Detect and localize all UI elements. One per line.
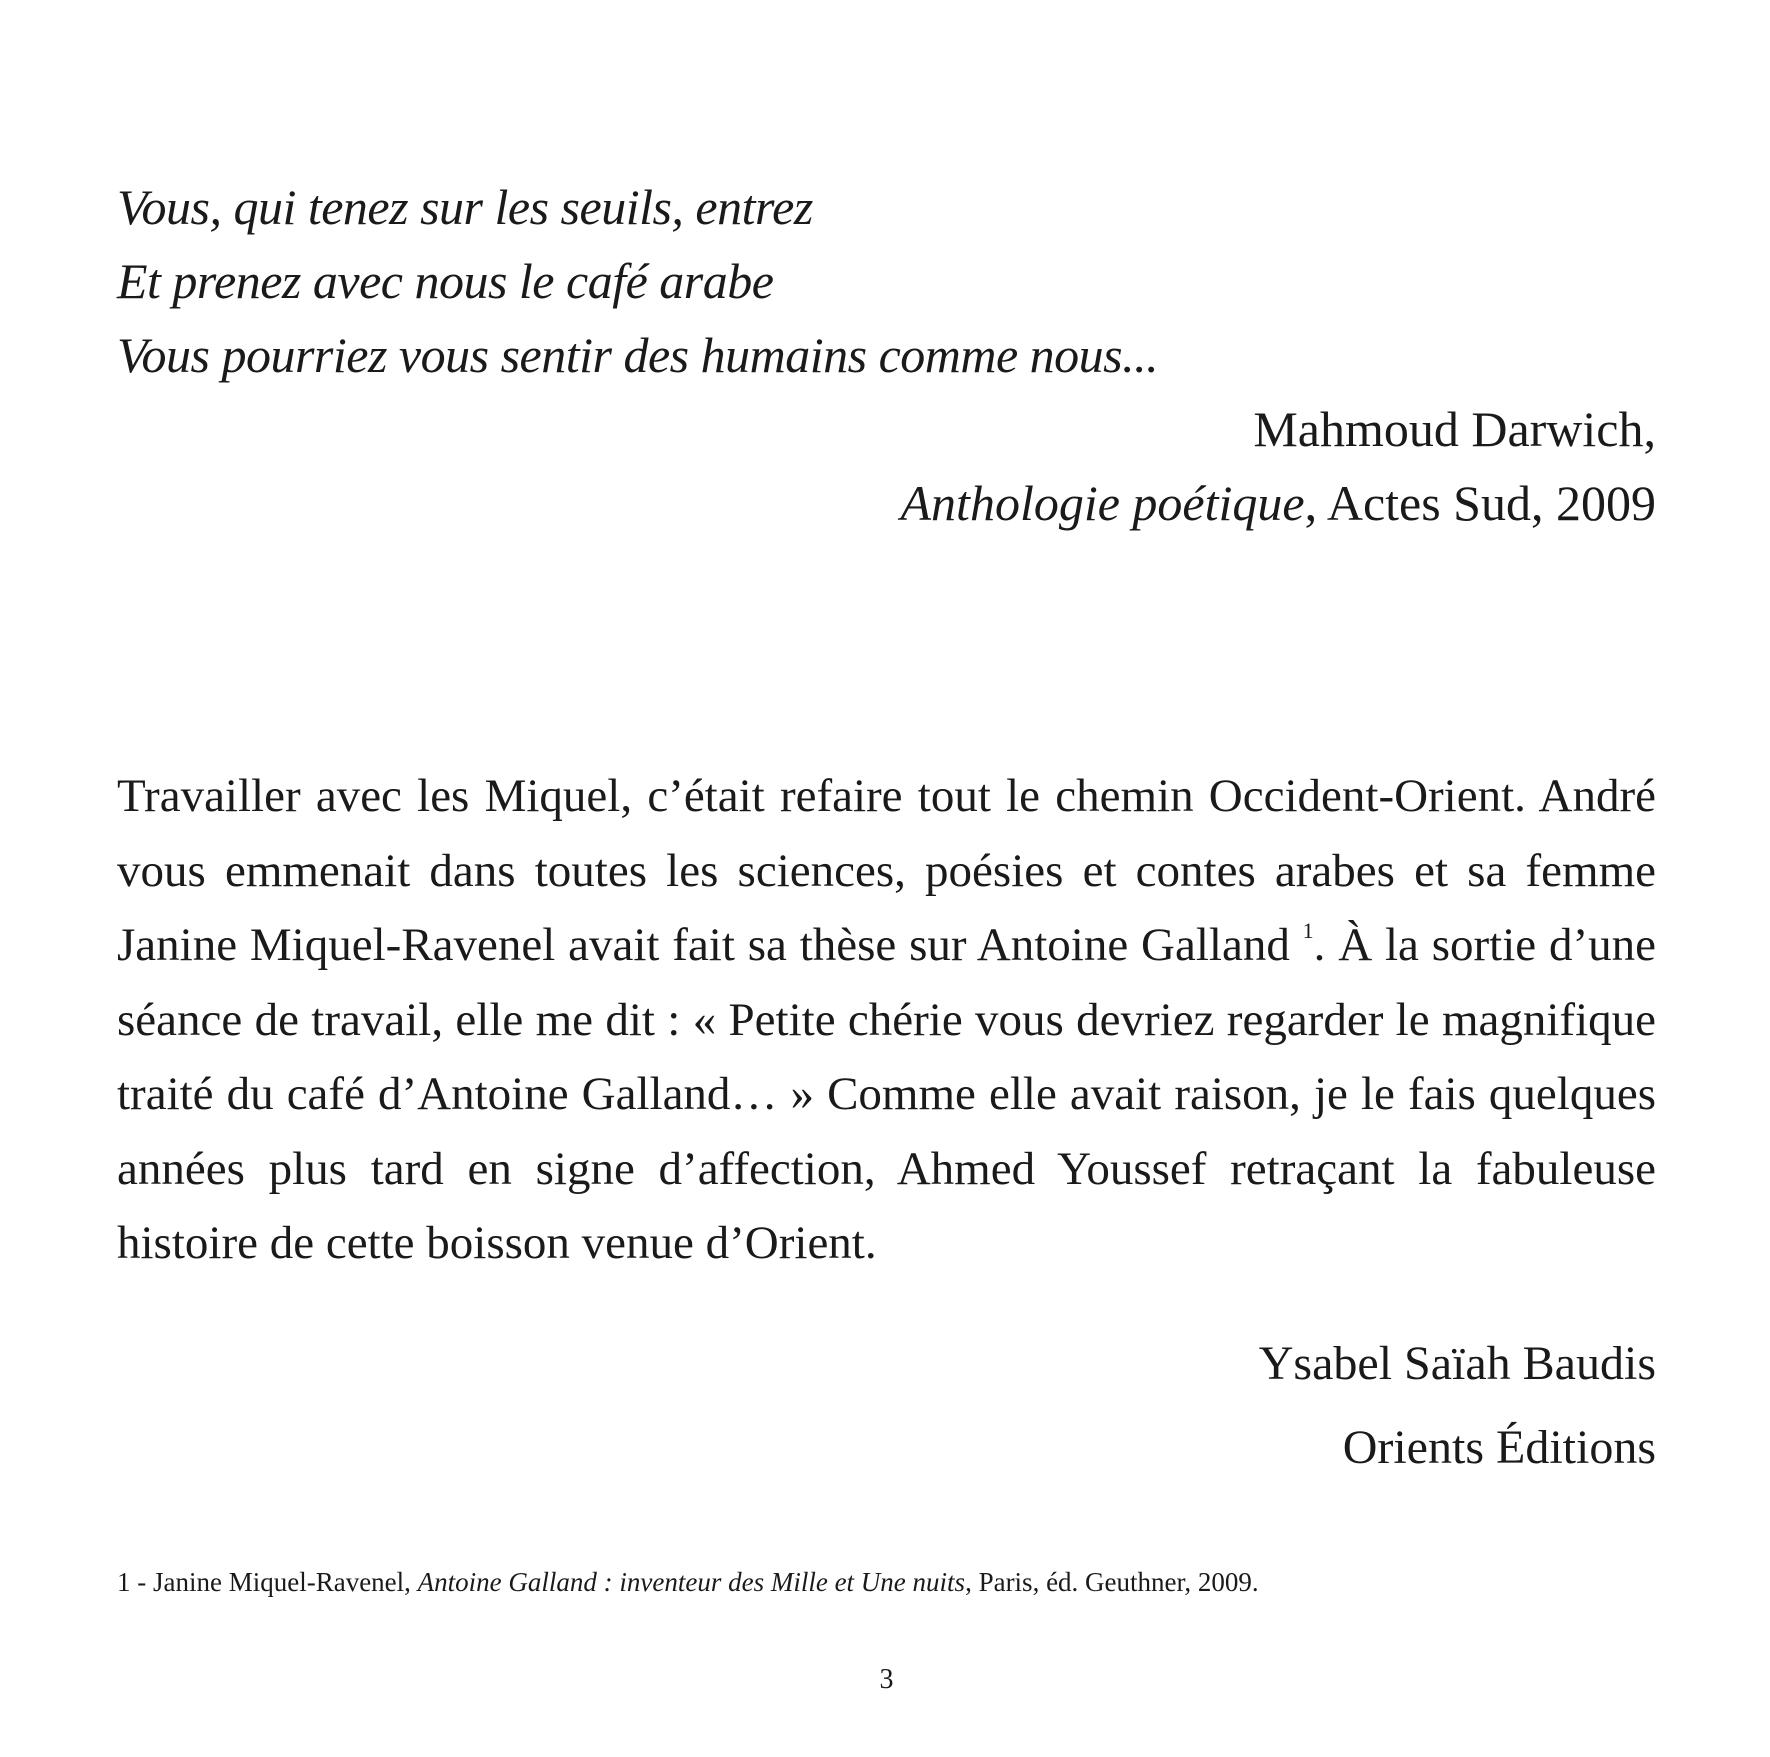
poem-line-1: Vous, qui tenez sur les seuils, entrez (117, 179, 813, 235)
signature-name: Ysabel Saïah Baudis (1258, 1337, 1656, 1390)
epigraph-work-title: Anthologie poétique (900, 475, 1305, 531)
page-number: 3 (879, 1664, 894, 1695)
epigraph-publication: , Actes Sud, 2009 (1304, 475, 1656, 531)
footnote-title: Antoine Galland : inventeur des Mille et Une nuits (417, 1567, 966, 1597)
paragraph-text-part-1: Travailler avec les Miquel, c’était refaire tout le chemin Occident-Orient. André vous emmenait dans toutes les sciences, poésies et contes arabes et sa femme Janine Miquel-Ravenel avait fait sa thèse sur Antoine Galland (117, 770, 1656, 971)
footnote-prefix: 1 - Janine Miquel-Ravenel, (117, 1567, 418, 1597)
poem-line-2: Et prenez avec nous le café arabe (117, 253, 774, 309)
epigraph-source (117, 466, 1656, 540)
main-paragraph (117, 759, 1656, 1281)
signature-publisher: Orients Éditions (1342, 1421, 1656, 1474)
footnote (117, 1564, 1656, 1600)
epigraph-author: Mahmoud Darwich, (1253, 401, 1656, 457)
footnote-reference: 1 (1302, 918, 1314, 943)
epigraph (117, 170, 1656, 540)
book-page (117, 0, 1656, 1757)
poem-line-3: Vous pourriez vous sentir des humains comme nous... (117, 327, 1159, 383)
signature-block (117, 1322, 1656, 1490)
footnote-suffix: , Paris, éd. Geuthner, 2009. (965, 1567, 1259, 1597)
paragraph-text-part-2: . À la sortie d’une séance de travail, elle me dit : « Petite chérie vous devriez regarder le magnifique traité du café d’Antoine Galland… » Comme elle avait raison, je le fais quelques années plus tard en signe d’affection, Ahmed Youssef retraçant la fabuleuse histoire de cette boisson venue d’Orient. (117, 919, 1657, 1269)
